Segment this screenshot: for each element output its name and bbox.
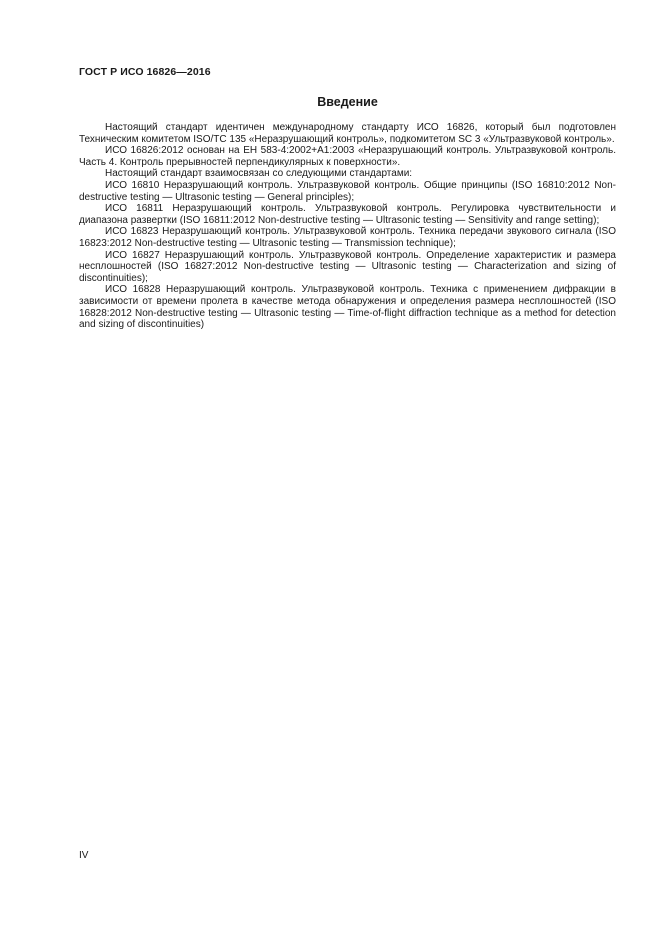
paragraph-iso-16828: ИСО 16828 Неразрушающий контроль. Ультразвуковой контроль. Техника с применением дифракции в зависимости от времени пролета в качестве метода обнаружения и определения размера несплошностей (ISO 16828:2012 Non-destructive testing — Ultrasonic testing — Time-of-flight diffraction technique as a method for detection and sizing of discontinuities) bbox=[79, 284, 616, 331]
page-number: IV bbox=[79, 850, 89, 861]
introduction-body bbox=[79, 122, 616, 331]
document-header: ГОСТ Р ИСО 16826—2016 bbox=[79, 66, 211, 78]
section-title: Введение bbox=[317, 95, 378, 109]
paragraph-iso-16811: ИСО 16811 Неразрушающий контроль. Ультразвуковой контроль. Регулировка чувствительности и диапазона развертки (ISO 16811:2012 Non-destructive testing — Ultrasonic testing — Sensitivity and range setting); bbox=[79, 203, 616, 226]
paragraph-iso-16827: ИСО 16827 Неразрушающий контроль. Ультразвуковой контроль. Определение характеристик и размера несплошностей (ISO 16827:2012 Non-destructive testing — Ultrasonic testing — Characterization and sizing of discontinuities); bbox=[79, 249, 616, 284]
paragraph-iso-16810: ИСО 16810 Неразрушающий контроль. Ультразвуковой контроль. Общие принципы (ISO 16810:2012 Non-destructive testing — Ultrasonic testing — General principles); bbox=[79, 179, 616, 203]
paragraph-iso-16823: ИСО 16823 Неразрушающий контроль. Ультразвуковой контроль. Техника передачи звукового сигнала (ISO 16823:2012 Non-destructive testing — Ultrasonic testing — Transmission technique); bbox=[79, 226, 616, 249]
paragraph-origin: Настоящий стандарт идентичен международному стандарту ИСО 16826, который был подготовлен Техническим комитетом ISO/TC 135 «Неразрушающий контроль», подкомитетом SC 3 «Ультразвуковой контроль». bbox=[79, 122, 616, 145]
paragraph-related-intro: Настоящий стандарт взаимосвязан со следующими стандартами: bbox=[105, 168, 413, 180]
paragraph-basis: ИСО 16826:2012 основан на ЕН 583-4:2002+А1:2003 «Неразрушающий контроль. Ультразвуковой контроль. Часть 4. Контроль прерывностей перпендикулярных к поверхности». bbox=[79, 145, 616, 168]
